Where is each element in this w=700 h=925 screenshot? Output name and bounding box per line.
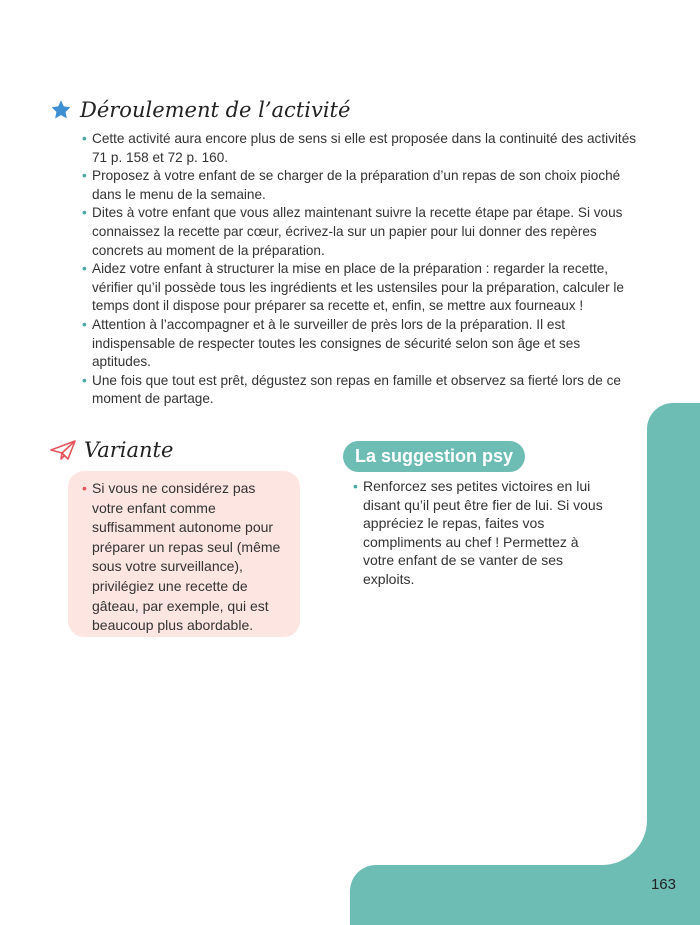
list-item: • Dites à votre enfant que vous allez maintenant suivre la recette étape par étape. Si vous connaissez la recette par cœur, écrivez-la sur un papier pour lui donner des repères concrets au moment de la préparation. <box>82 204 642 260</box>
teal-bottom-band <box>350 865 700 925</box>
psy-text: • Renforcez ses petites victoires en lui disant qu’il peut être fier de lui. Si vous appréciez le repas, faites vos compliments au chef ! Permettez à votre enfant de se vanter de ses exploits. <box>353 477 603 589</box>
psy-badge: La suggestion psy <box>343 441 525 472</box>
variant-box <box>68 471 300 637</box>
psy-list <box>353 477 603 589</box>
list-item: • Proposez à votre enfant de se charger de la préparation d’un repas de son choix pioché dans le menu de la semaine. <box>82 167 642 204</box>
list-item: • Aidez votre enfant à structurer la mise en place de la préparation : regarder la recette, vérifier qu’il possède tous les ingrédients et les ustensiles pour la préparation, calculer le temps dont il dispose pour préparer sa recette et, enfin, se mettre aux fourneaux ! <box>82 260 642 316</box>
activity-list <box>82 130 642 409</box>
star-icon <box>50 99 72 121</box>
list-item: • Attention à l’accompagner et à le surveiller de près lors de la préparation. Il est indispensable de respecter toutes les consignes de sécurité selon son âge et ses aptitudes. <box>82 316 642 372</box>
page-number: 163 <box>650 876 676 893</box>
variant-heading <box>50 438 173 462</box>
list-item: • Une fois que tout est prêt, dégustez son repas en famille et observez sa fierté lors de ce moment de partage. <box>82 372 642 409</box>
paper-plane-icon <box>50 439 76 461</box>
activity-title: Déroulement de l’activité <box>80 98 351 122</box>
list-item: • Cette activité aura encore plus de sens si elle est proposée dans la continuité des activités 71 p. 158 et 72 p. 160. <box>82 130 642 167</box>
variant-text: • Si vous ne considérez pas votre enfant comme suffisamment autonome pour préparer un repas seul (même sous votre surveillance), privilégiez une recette de gâteau, par exemple, qui est beaucoup plus abordable. <box>82 479 290 636</box>
variant-title: Variante <box>84 438 174 462</box>
activity-heading <box>50 98 350 122</box>
teal-side-band <box>647 403 700 923</box>
